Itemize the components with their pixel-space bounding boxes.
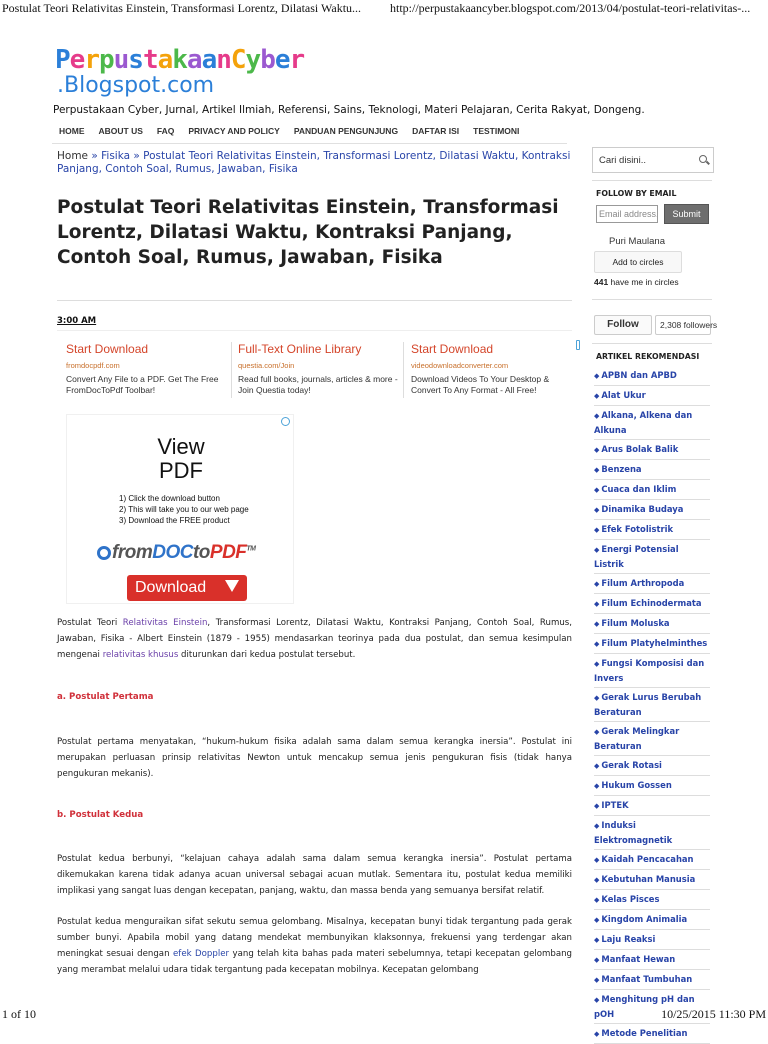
heading-postulat-pertama: a. Postulat Pertama xyxy=(57,692,154,702)
bullet-icon: ◆ xyxy=(594,762,600,770)
rekomendasi-label: Alkana, Alkena dan Alkuna xyxy=(594,410,693,435)
rekomendasi-label: Gerak Melingkar Beraturan xyxy=(594,726,680,751)
pdf-banner-ad[interactable] xyxy=(66,414,294,604)
rekomendasi-item[interactable] xyxy=(594,440,710,460)
bullet-icon: ◆ xyxy=(594,546,600,554)
rekomendasi-label: Kelas Pisces xyxy=(601,894,660,904)
heading-postulat-kedua: b. Postulat Kedua xyxy=(57,810,144,820)
logo-domain: .Blogspot.com xyxy=(57,73,215,98)
breadcrumb-separator: » xyxy=(130,150,144,162)
adchoices-icon[interactable] xyxy=(281,417,290,426)
rekomendasi-item[interactable] xyxy=(594,910,710,930)
nav-faq[interactable]: FAQ xyxy=(156,126,175,136)
rekomendasi-item[interactable] xyxy=(594,366,710,386)
nav-home[interactable]: HOME xyxy=(59,126,85,136)
email-field[interactable] xyxy=(596,205,658,223)
rekomendasi-label: Gerak Rotasi xyxy=(601,760,662,770)
search-icon[interactable] xyxy=(699,155,707,163)
rekomendasi-item[interactable] xyxy=(594,406,710,440)
nav-about-us[interactable]: ABOUT US xyxy=(98,126,143,136)
link-relativitas-khusus[interactable]: relativitas khusus xyxy=(102,650,179,660)
logo-part: DOC xyxy=(152,542,193,563)
print-header xyxy=(0,0,768,18)
bullet-icon: ◆ xyxy=(594,822,600,830)
rekomendasi-label: Filum Arthropoda xyxy=(601,578,685,588)
rekomendasi-label: Kingdom Animalia xyxy=(601,914,688,924)
rekomendasi-item[interactable] xyxy=(594,870,710,890)
rekomendasi-item[interactable] xyxy=(594,890,710,910)
bullet-icon: ◆ xyxy=(594,372,600,380)
rekomendasi-label: Alat Ukur xyxy=(601,390,646,400)
button-label: Download xyxy=(135,579,207,596)
divider xyxy=(592,299,712,300)
bullet-icon: ◆ xyxy=(594,916,600,924)
rekomendasi-label: Fungsi Komposisi dan Invers xyxy=(594,658,705,683)
logo-letter: r xyxy=(289,45,305,75)
rekomendasi-item[interactable] xyxy=(594,950,710,970)
rekomendasi-item[interactable] xyxy=(594,386,710,406)
rekomendasi-item[interactable] xyxy=(594,594,710,614)
circles-number: 441 xyxy=(594,277,609,287)
rekomendasi-label: Kebutuhan Manusia xyxy=(601,874,696,884)
paragraph: Postulat kedua berbunyi, “kelajuan cahaya adalah sama dalam semua kerangka inersia”. Postulat pertama dikemukakan karena tidak adanya acuan universal sebagai acuan mutlak. Sementara itu, postulat kedua memiliki implikasi yang sangat luas dengan kecepatan, panjang, waktu, dan massa benda yang semuanya bersifat relatif. xyxy=(57,854,572,896)
bullet-icon: ◆ xyxy=(594,856,600,864)
rekomendasi-item[interactable] xyxy=(594,574,710,594)
ad-description: Download Videos To Your Desktop & Convert To Any Format - All Free! xyxy=(411,374,550,395)
rekomendasi-label: Manfaat Hewan xyxy=(601,954,676,964)
logo-wordmark xyxy=(55,46,304,74)
rekomendasi-label: Filum Platyhelminthes xyxy=(601,638,708,648)
paragraph: Postulat pertama menyatakan, “hukum-hukum fisika adalah sama dalam semua kerangka inersia”. Postulat ini merupakan perluasan prinsip relativitas Newton untuk mencakup semua jenis pengukuran fisis (tidak hanya pengukuran mekanis). xyxy=(57,737,572,779)
logo-letter: n xyxy=(216,45,231,75)
bullet-icon: ◆ xyxy=(594,694,600,702)
rekomendasi-item[interactable] xyxy=(594,930,710,950)
banner-pdf-text: PDF xyxy=(159,458,203,483)
logo-letter: a xyxy=(157,45,173,75)
logo-letter: e xyxy=(274,45,290,75)
bullet-icon: ◆ xyxy=(594,956,600,964)
banner-headline xyxy=(67,435,295,483)
bullet-icon: ◆ xyxy=(594,506,600,514)
add-to-circles-button[interactable]: Add to circles xyxy=(594,251,682,273)
paragraph xyxy=(57,914,572,978)
divider xyxy=(592,343,712,344)
rekomendasi-label: Energi Potensial Listrik xyxy=(594,544,679,569)
logo-letter: r xyxy=(84,45,99,75)
ad-title[interactable]: Full-Text Online Library xyxy=(238,342,362,356)
logo-letter: k xyxy=(172,45,187,75)
bullet-icon: ◆ xyxy=(594,802,600,810)
logo-part: from xyxy=(112,542,153,563)
ad-description: Read full books, journals, articles & more - Join Questia today! xyxy=(238,374,398,395)
rekomendasi-label: Dinamika Budaya xyxy=(601,504,684,514)
text: Postulat kedua menguraikan sifat sekutu semua gelombang. Misalnya, kecepatan bunyi tidak tergantung pada gerak sumber bunyi. Apabila mobil yang datang mendekat membunyikan klaksonnya, frekuensi yang terdengar akan meningkat sesuai dengan xyxy=(57,917,572,959)
rekomendasi-item[interactable] xyxy=(594,756,710,776)
article-intro xyxy=(57,615,572,663)
divider xyxy=(57,330,572,331)
breadcrumb-home[interactable]: Home xyxy=(57,150,89,162)
bullet-icon: ◆ xyxy=(594,996,600,1004)
ad-description: Convert Any File to a PDF. Get The Free FromDocToPdf Toolbar! xyxy=(66,374,219,395)
main-column xyxy=(57,150,577,176)
breadcrumb-current[interactable]: Postulat Teori Relativitas Einstein, Transformasi Lorentz, Dilatasi Waktu, Kontraksi Panjang, Contoh Soal, Rumus, Jawaban, Fisika xyxy=(57,150,571,175)
rekomendasi-item[interactable] xyxy=(594,850,710,870)
rekomendasi-label: Hukum Gossen xyxy=(601,780,672,790)
bullet-icon: ◆ xyxy=(594,466,600,474)
nav-panduan-pengunjung[interactable]: PANDUAN PENGUNJUNG xyxy=(293,126,399,136)
follow-by-email-title: FOLLOW BY EMAIL xyxy=(596,189,677,198)
rekomendasi-item[interactable] xyxy=(594,1024,710,1044)
bullet-icon: ◆ xyxy=(594,936,600,944)
divider xyxy=(231,342,232,398)
bullet-icon: ◆ xyxy=(594,580,600,588)
print-footer xyxy=(0,1004,768,1024)
print-url: http://perpustakaancyber.blogspot.com/2013/04/postulat-teori-relativitas-... xyxy=(390,1,751,15)
rekomendasi-item[interactable] xyxy=(594,520,710,540)
rekomendasi-item[interactable] xyxy=(594,614,710,634)
ad-unit[interactable] xyxy=(238,342,400,396)
followers-count: 2,308 followers xyxy=(655,315,711,335)
post-title: Postulat Teori Relativitas Einstein, Transformasi Lorentz, Dilatasi Waktu, Kontraksi Panjang, Contoh Soal, Rumus, Jawaban, Fisika xyxy=(57,197,559,268)
rekomendasi-label: Cuaca dan Iklim xyxy=(601,484,677,494)
bullet-icon: ◆ xyxy=(594,486,600,494)
link-efek-doppler[interactable]: efek Doppler xyxy=(173,949,230,959)
rekomendasi-item[interactable] xyxy=(594,796,710,816)
nav-privacy-policy[interactable]: PRIVACY AND POLICY xyxy=(188,126,280,136)
logo-letter: e xyxy=(69,45,85,75)
rekomendasi-item[interactable] xyxy=(594,970,710,990)
bullet-icon: ◆ xyxy=(594,526,600,534)
rekomendasi-label: Gerak Lurus Berubah Beraturan xyxy=(594,692,702,717)
rekomendasi-label: Benzena xyxy=(601,464,642,474)
logo-letter: s xyxy=(128,45,143,75)
banner-download-button[interactable] xyxy=(127,575,247,601)
trademark: TM xyxy=(246,545,256,553)
ad-unit[interactable] xyxy=(66,342,228,396)
text: diturunkan dari kedua postulat tersebut. xyxy=(178,650,356,660)
logo-letter: p xyxy=(98,45,114,75)
rekomendasi-item[interactable] xyxy=(594,480,710,500)
logo-letter: y xyxy=(245,45,261,75)
page-number: 1 of 10 xyxy=(2,1007,36,1021)
bullet-icon: ◆ xyxy=(594,392,600,400)
bullet-icon: ◆ xyxy=(594,412,600,420)
fromdoctopdf-logo xyxy=(97,542,256,564)
print-datetime: 10/25/2015 11:30 PM xyxy=(661,1007,766,1021)
text: Postulat Teori xyxy=(57,618,123,628)
follow-button[interactable]: Follow xyxy=(594,315,652,335)
submit-button[interactable]: Submit xyxy=(664,204,709,224)
rekomendasi-item[interactable] xyxy=(594,816,710,850)
rekomendasi-label: Laju Reaksi xyxy=(601,934,656,944)
text-ads xyxy=(66,342,576,398)
bullet-icon: ◆ xyxy=(594,728,600,736)
rekomendasi-label: Kaidah Pencacahan xyxy=(601,854,694,864)
bullet-icon: ◆ xyxy=(594,640,600,648)
logo-letter: a xyxy=(201,45,217,75)
rekomendasi-label: Filum Moluska xyxy=(601,618,670,628)
bullet-icon: ◆ xyxy=(594,976,600,984)
circles-text: have me in circles xyxy=(608,277,679,287)
rekomendasi-item[interactable] xyxy=(594,540,710,574)
search-box xyxy=(592,147,714,173)
bullet-icon: ◆ xyxy=(594,446,600,454)
site-logo[interactable] xyxy=(55,46,304,98)
print-title: Postulat Teori Relativitas Einstein, Transformasi Lorentz, Dilatasi Waktu... xyxy=(2,1,362,15)
rekomendasi-item[interactable] xyxy=(594,722,710,756)
logo-part: to xyxy=(192,542,210,563)
bullet-icon: ◆ xyxy=(594,896,600,904)
post-time[interactable]: 3:00 AM xyxy=(57,316,97,326)
banner-step: 2) This will take you to our web page xyxy=(119,505,249,514)
logo-letter: b xyxy=(260,45,275,75)
rekomendasi-item[interactable] xyxy=(594,654,710,688)
logo-letter: P xyxy=(55,45,70,75)
bullet-icon: ◆ xyxy=(594,1030,600,1038)
bullet-icon: ◆ xyxy=(594,782,600,790)
logo-letter: t xyxy=(142,45,158,75)
logo-letter: a xyxy=(186,45,202,75)
banner-view-text: View xyxy=(157,434,205,459)
rekomendasi-item[interactable] xyxy=(594,500,710,520)
ad-unit[interactable] xyxy=(411,342,573,396)
link-relativitas-einstein[interactable]: Relativitas Einstein xyxy=(122,618,208,628)
divider xyxy=(57,300,572,301)
ad-url[interactable]: fromdocpdf.com xyxy=(66,361,120,370)
down-arrow-icon xyxy=(225,580,239,592)
rekomendasi-item[interactable] xyxy=(594,460,710,480)
ad-title[interactable]: Start Download xyxy=(411,342,494,356)
logo-letter: u xyxy=(113,45,129,75)
bullet-icon: ◆ xyxy=(594,876,600,884)
search-input[interactable] xyxy=(593,149,693,173)
rekomendasi-label: Menghitung pH dan pOH xyxy=(594,994,695,1019)
banner-step: 3) Download the FREE product xyxy=(119,516,230,525)
rekomendasi-item[interactable] xyxy=(594,634,710,654)
bullet-icon: ◆ xyxy=(594,600,600,608)
divider xyxy=(592,180,712,181)
site-tagline: Perpustakaan Cyber, Jurnal, Artikel Ilmiah, Referensi, Sains, Teknologi, Materi Pelajaran, Cerita Rakyat, Dongeng. xyxy=(53,104,645,116)
nav-testimoni[interactable]: TESTIMONI xyxy=(473,126,520,136)
ad-url[interactable]: questia.com/Join xyxy=(238,361,295,370)
refresh-icon xyxy=(97,546,111,560)
rekomendasi-item[interactable] xyxy=(594,776,710,796)
bullet-icon: ◆ xyxy=(594,620,600,628)
text: , Transformasi Lorentz, Dilatasi Waktu, Kontraksi Panjang, Contoh Soal, Rumus, Jawaban, Fisika - Albert Einstein (1879 - 1955) mendasarkan teorinya pada dua postulat, dan semua kesimpulan mengenai xyxy=(57,618,572,660)
gplus-profile-name[interactable]: Puri Maulana xyxy=(609,236,665,247)
rekomendasi-label: Metode Penelitian xyxy=(601,1028,688,1038)
rekomendasi-title: ARTIKEL REKOMENDASI xyxy=(596,352,700,361)
bullet-icon: ◆ xyxy=(594,660,600,668)
rekomendasi-label: APBN dan APBD xyxy=(601,370,677,380)
breadcrumb-fisika[interactable]: Fisika xyxy=(101,150,131,162)
circles-count xyxy=(594,277,679,287)
divider xyxy=(403,342,404,398)
logo-letter: C xyxy=(230,45,246,75)
breadcrumb xyxy=(57,150,577,176)
text: yang telah kita bahas pada materi sebelumnya, tetapi kecepatan gelombang yang merambat melalui udara tidak tergantung pada kecepatan mobilnya. Kecepatan gelombang xyxy=(57,949,572,975)
rekomendasi-item[interactable] xyxy=(594,688,710,722)
nav-daftar-isi[interactable]: DAFTAR ISI xyxy=(412,126,460,136)
rekomendasi-label: Filum Echinodermata xyxy=(601,598,702,608)
ad-title[interactable]: Start Download xyxy=(66,342,149,356)
rekomendasi-label: Induksi Elektromagnetik xyxy=(594,820,673,845)
rekomendasi-label: Manfaat Tumbuhan xyxy=(601,974,693,984)
banner-step: 1) Click the download button xyxy=(119,494,220,503)
rekomendasi-label: Arus Bolak Balik xyxy=(601,444,679,454)
rekomendasi-label: Efek Fotolistrik xyxy=(601,524,674,534)
ad-url[interactable]: videodownloadconverter.com xyxy=(411,361,509,370)
breadcrumb-separator: » xyxy=(88,150,102,162)
banner-steps xyxy=(119,493,249,526)
adchoices-icon[interactable] xyxy=(576,340,580,350)
rekomendasi-list xyxy=(594,366,710,1044)
main-nav xyxy=(52,122,567,144)
rekomendasi-label: IPTEK xyxy=(601,800,629,810)
logo-part: PDF xyxy=(209,542,247,563)
